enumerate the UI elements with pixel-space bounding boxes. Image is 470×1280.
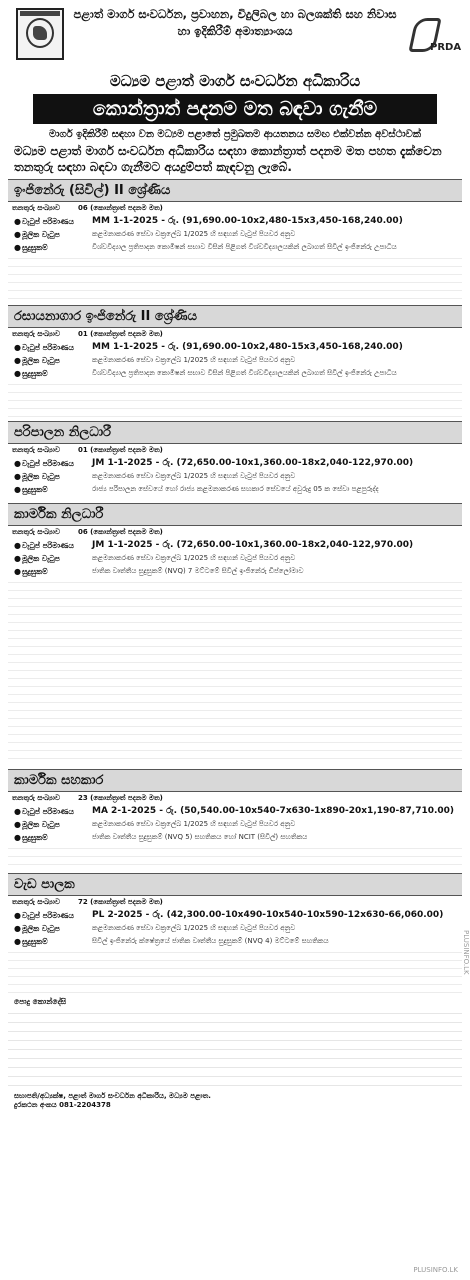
qual-row [8, 483, 462, 496]
basic-row [8, 354, 462, 367]
salary-label: වැටුප් පරිමාණය [22, 541, 74, 550]
salary-row [8, 341, 462, 354]
positions-list [8, 179, 462, 993]
vacancy-label: තනතුරු සංඛ්‍යාව [12, 794, 60, 802]
bullet-icon: ● [14, 472, 21, 481]
notice-banner: කොන්ත්‍රාත් පදනම මත බඳවා ගැනීම [33, 94, 437, 124]
position-section [8, 503, 462, 765]
qualification: රාජ්‍ය පරිපාලන සේවයේ හෝ රාජ්‍ය කළමනාකරණ සහකාර සේවයේ අවුරුදු 05 ක සේවා පළපුරුද්ද [92, 485, 379, 493]
position-section [8, 305, 462, 417]
bullet-icon: ● [14, 217, 21, 226]
position-section [8, 769, 462, 869]
vacancy-row [8, 444, 462, 457]
position-title: කාර්මික නිලධාරී [8, 504, 462, 526]
qualification-details [8, 578, 462, 765]
salary-row [8, 215, 462, 228]
vacancy-count: 01 (කොන්ත්‍රාත් පදනම මත) [78, 446, 163, 454]
vacancy-count: 06 (කොන්ත්‍රාත් පදනම මත) [78, 528, 163, 536]
salary-scale: JM 1-1-2025 - රු. (72,650.00-10x1,360.00-18x2,040-122,970.00) [92, 458, 414, 468]
authority-name: මධ්‍යම පළාත් මාර්ග සංවර්ධන අධිකාරිය [109, 72, 361, 90]
position-title: රසායනාගාර ඉංජිනේරු II ශ්‍රේණිය [8, 306, 462, 328]
basic-label: මූලික වැටුප [22, 924, 60, 933]
position-title: වැඩ පාලක [8, 874, 462, 896]
bullet-icon: ● [14, 485, 21, 494]
header [8, 4, 462, 70]
vacancy-label: තනතුරු සංඛ්‍යාව [12, 204, 60, 212]
salary-label: වැටුප් පරිමාණය [22, 911, 74, 920]
salary-row [8, 539, 462, 552]
qualification: ජාතික වෘත්තීය සුදුසුකම් (NVQ 5) සහතිකය හෝ NCIT (සිවිල්) සහතිකය [92, 833, 308, 841]
bullet-icon: ● [14, 567, 21, 576]
position-section [8, 873, 462, 993]
position-section [8, 179, 462, 301]
ministry-name: පළාත් මාර්ග සංවර්ධන, ප්‍රවාහන, විදුලිබල හා බලශක්ති සහ නිවාස හා ඉදිකිරීම් අමාත්‍යාංශය [73, 7, 397, 38]
vacancy-count: 23 (කොන්ත්‍රාත් පදනම මත) [78, 794, 163, 802]
bullet-icon: ● [14, 369, 21, 378]
salary-label: වැටුප් පරිමාණය [22, 459, 74, 468]
bullet-icon: ● [14, 459, 21, 468]
vacancy-count: 72 (කොන්ත්‍රාත් පදනම මත) [78, 898, 163, 906]
closing-signature: සභාපති/අධ්‍යක්ෂ, පළාත් මාර්ග සංවර්ධන අධිකාරිය, මධ්‍යම පළාත. [14, 1092, 211, 1100]
bullet-icon: ● [14, 541, 21, 550]
bullet-icon: ● [14, 243, 21, 252]
salary-row [8, 909, 462, 922]
vacancy-count: 01 (කොන්ත්‍රාත් පදනම මත) [78, 330, 163, 338]
qualification: විශ්වවිද්‍යාල ප්‍රතිපාදන කොමිෂන් සභාව විසින් පිළිගත් විශ්වවිද්‍යාලයකින් ලබාගත් සිවිල් ඉංජිනේරු උපාධිය [92, 369, 397, 377]
bullet-icon: ● [14, 356, 21, 365]
qualification-details [8, 844, 462, 869]
basic-row [8, 470, 462, 483]
basic-label: මූලික වැටුප [22, 820, 60, 829]
qual-label: සුදුසුකම් [22, 567, 48, 576]
vacancy-row [8, 328, 462, 341]
qual-label: සුදුසුකම් [22, 833, 48, 842]
basic-salary: කළමනාකරණ සේවා චක්‍රලේඛ 1/2025 හි සඳහන් වැටුප් පියවර අනුව [92, 554, 296, 562]
salary-label: වැටුප් පරිමාණය [22, 343, 74, 352]
qualification: ජාතික වෘත්තීය සුදුසුකම් (NVQ) 7 මට්ටමේ සිවිල් ඉංජිනේරු ඩිප්ලෝමාව [92, 567, 304, 575]
general-conditions-text [8, 1008, 462, 1092]
basic-salary: කළමනාකරණ සේවා චක්‍රලේඛ 1/2025 හි සඳහන් වැටුප් පියවර අනුව [92, 472, 296, 480]
basic-salary: කළමනාකරණ සේවා චක්‍රලේඛ 1/2025 හි සඳහන් වැටුප් පියවර අනුව [92, 230, 296, 238]
vacancy-label: තනතුරු සංඛ්‍යාව [12, 330, 60, 338]
basic-label: මූලික වැටුප [22, 230, 60, 239]
qualification-details [8, 496, 462, 499]
sri-lanka-emblem-icon [16, 8, 64, 60]
qual-label: සුදුසුකම් [22, 485, 48, 494]
qual-label: සුදුසුකම් [22, 243, 48, 252]
basic-salary: කළමනාකරණ සේවා චක්‍රලේඛ 1/2025 හි සඳහන් වැටුප් පියවර අනුව [92, 820, 296, 828]
qual-label: සුදුසුකම් [22, 937, 48, 946]
salary-label: වැටුප් පරිමාණය [22, 807, 74, 816]
position-title: කාර්මික සහකාර [8, 770, 462, 792]
qual-row [8, 241, 462, 254]
qual-row [8, 935, 462, 948]
salary-row [8, 457, 462, 470]
salary-scale: MA 2-1-2025 - රු. (50,540.00-10x540-7x630-1x890-20x1,190-87,710.00) [92, 806, 455, 816]
position-title: පරිපාලන නිලධාරී [8, 422, 462, 444]
basic-row [8, 922, 462, 935]
bullet-icon: ● [14, 554, 21, 563]
bullet-icon: ● [14, 911, 21, 920]
salary-scale: JM 1-1-2025 - රු. (72,650.00-10x1,360.00-18x2,040-122,970.00) [92, 540, 414, 550]
bullet-icon: ● [14, 937, 21, 946]
qualification: විශ්වවිද්‍යාල ප්‍රතිපාදන කොමිෂන් සභාව විසින් පිළිගත් විශ්වවිද්‍යාලයකින් ලබාගත් සිවිල් ඉංජිනේරු උපාධිය [92, 243, 397, 251]
vacancy-row [8, 896, 462, 909]
qualification: සිවිල් ඉංජිනේරු ක්ෂේත්‍රයේ ජාතික වෘත්තීය සුදුසුකම් (NVQ 4) මට්ටමේ සහතිකය [92, 937, 329, 945]
vacancy-row [8, 792, 462, 805]
basic-salary: කළමනාකරණ සේවා චක්‍රලේඛ 1/2025 හි සඳහන් වැටුප් පියවර අනුව [92, 356, 296, 364]
phone-number: දුරකථන අංකය 081-2204378 [14, 1101, 111, 1109]
basic-row [8, 818, 462, 831]
prda-logo: PRDA [406, 14, 456, 64]
salary-scale: PL 2-2025 - රු. (42,300.00-10x490-10x540-10x590-12x630-66,060.00) [92, 910, 444, 920]
vacancy-label: තනතුරු සංඛ්‍යාව [12, 446, 60, 454]
qualification-details [8, 254, 462, 301]
qual-row [8, 831, 462, 844]
salary-scale: MM 1-1-2025 - රු. (91,690.00-10x2,480-15x3,450-168,240.00) [92, 216, 403, 226]
basic-label: මූලික වැටුප [22, 356, 60, 365]
watermark-bottom: PLUSINFO.LK [413, 1266, 458, 1274]
basic-row [8, 228, 462, 241]
bullet-icon: ● [14, 833, 21, 842]
qual-label: සුදුසුකම් [22, 369, 48, 378]
basic-salary: කළමනාකරණ සේවා චක්‍රලේඛ 1/2025 හි සඳහන් වැටුප් පියවර අනුව [92, 924, 296, 932]
vacancy-row [8, 202, 462, 215]
bullet-icon: ● [14, 343, 21, 352]
vacancy-count: 06 (කොන්ත්‍රාත් පදනම මත) [78, 204, 163, 212]
basic-row [8, 552, 462, 565]
vacancy-row [8, 526, 462, 539]
vacancy-label: තනතුරු සංඛ්‍යාව [12, 898, 60, 906]
qualification-details [8, 380, 462, 417]
qual-row [8, 367, 462, 380]
salary-row [8, 805, 462, 818]
salary-scale: MM 1-1-2025 - රු. (91,690.00-10x2,480-15x3,450-168,240.00) [92, 342, 403, 352]
intro-paragraph: මධ්‍යම පළාත් මාර්ග සංවර්ධන අධිකාරිය සඳහා කොන්ත්‍රාත් පදනම මත පහත දැක්වෙන තනතුරු සඳහා බඳවා ගැනීමට අයදුම්පත් කැඳවනු ලැබේ. [14, 144, 442, 174]
position-title: ඉංජිනේරු (සිවිල්) II ශ්‍රේණිය [8, 180, 462, 202]
watermark-side: PLUSINFO.LK [462, 930, 470, 975]
salary-label: වැටුප් පරිමාණය [22, 217, 74, 226]
bullet-icon: ● [14, 807, 21, 816]
basic-label: මූලික වැටුප [22, 554, 60, 563]
qualification-details [8, 948, 462, 993]
vacancy-label: තනතුරු සංඛ්‍යාව [12, 528, 60, 536]
general-conditions-heading: පොදු කොන්දේසි [14, 997, 67, 1006]
intro-line: මාර්ග ඉදිකිරීම් සඳහා වන මධ්‍යම පළාතේ ප්‍රමුඛතම ආයතනය සමඟ එක්වන්න අවස්ථාවක් [49, 129, 421, 140]
bullet-icon: ● [14, 924, 21, 933]
bullet-icon: ● [14, 820, 21, 829]
qual-row [8, 565, 462, 578]
position-section [8, 421, 462, 499]
bullet-icon: ● [14, 230, 21, 239]
basic-label: මූලික වැටුප [22, 472, 60, 481]
